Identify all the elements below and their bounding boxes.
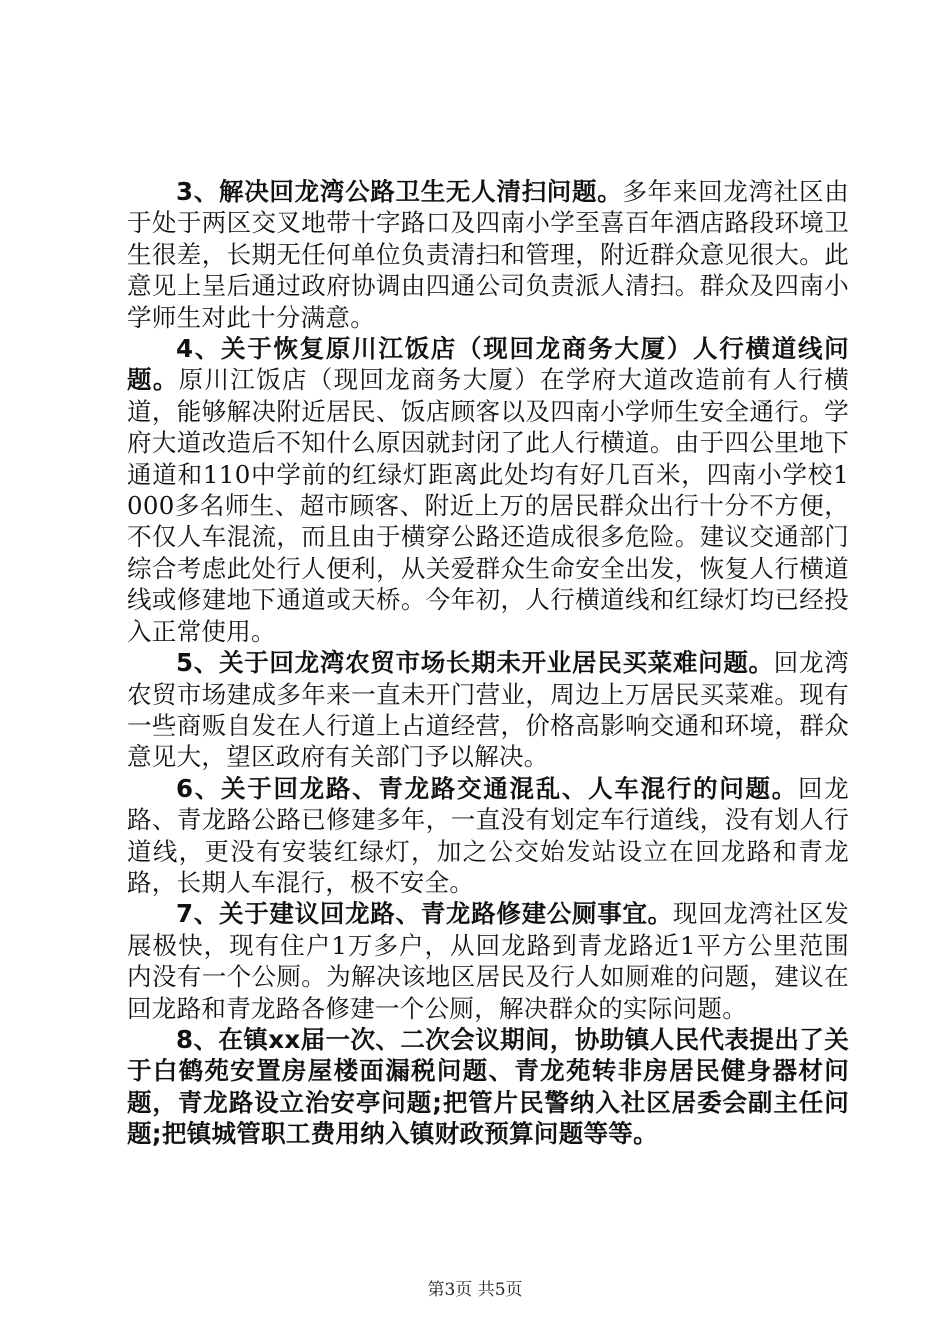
paragraph-7-heading: 7、关于建议回龙路、青龙路修建公厕事宜。 [176,899,673,929]
paragraph-8 [127,1024,849,1150]
paragraph-7 [127,898,849,1024]
paragraph-4-heading: 4、关于恢复原川江饭店（现回龙商务大厦）人行横道线问题。 [127,334,849,395]
paragraph-6-text: 回龙路、青龙路公路已修建多年，一直没有划定车行道线，没有划人行道线，更没有安装红绿灯，加之公交始发站设立在回龙路和青龙路，长期人车混行，极不安全。 [127,773,849,897]
paragraph-6 [127,773,849,899]
paragraph-7-text: 现回龙湾社区发展极快，现有住户1万多户，从回龙路到青龙路近1平方公里范围内没有一个公厕。为解决该地区居民及行人如厕难的问题，建议在回龙路和青龙路各修建一个公厕，解决群众的实际问题。 [127,899,849,1023]
paragraph-4 [127,333,849,647]
paragraph-6-heading: 6、关于回龙路、青龙路交通混乱、人车混行的问题。 [176,773,798,803]
page-footer: 第3页 共5页 [427,1280,523,1300]
document-body [127,176,849,1150]
paragraph-5 [127,647,849,773]
paragraph-5-text: 回龙湾农贸市场建成多年来一直未开门营业，周边上万居民买菜难。现有一些商贩自发在人行道上占道经营，价格高影响交通和环境，群众意见大，望区政府有关部门予以解决。 [127,648,849,772]
paragraph-3-text: 多年来回龙湾社区由于处于两区交叉地带十字路口及四南小学至喜百年酒店路段环境卫生很差，长期无任何单位负责清扫和管理，附近群众意见很大。此意见上呈后通过政府协调由四通公司负责派人清扫。群众及四南小学师生对此十分满意。 [127,177,849,332]
paragraph-8-heading: 8、在镇xx届一次、二次会议期间，协助镇人民代表提出了关于白鹤苑安置房屋楼面漏税问题、青龙苑转非房居民健身器材问题，青龙路设立治安亭问题;把管片民警纳入社区居委会副主任问题;把镇城管职工费用纳入镇财政预算问题等等。 [127,1024,849,1149]
paragraph-5-heading: 5、关于回龙湾农贸市场长期未开业居民买菜难问题。 [176,648,774,678]
paragraph-3 [127,176,849,333]
paragraph-3-heading: 3、解决回龙湾公路卫生无人清扫问题。 [176,177,623,206]
paragraph-4-text: 原川江饭店（现回龙商务大厦）在学府大道改造前有人行横道，能够解决附近居民、饭店顾客以及四南小学师生安全通行。学府大道改造后不知什么原因就封闭了此人行横道。由于四公里地下通道和110中学前的红绿灯距离此处均有好几百米，四南小学校1000多名师生、超市顾客、附近上万的居民群众出行十分不方便，不仅人车混流，而且由于横穿公路还造成很多危险。建议交通部门综合考虑此处行人便利，从关爱群众生命安全出发，恢复人行横道线或修建地下通道或天桥。今年初，人行横道线和红绿灯均已经投入正常使用。 [127,365,850,646]
